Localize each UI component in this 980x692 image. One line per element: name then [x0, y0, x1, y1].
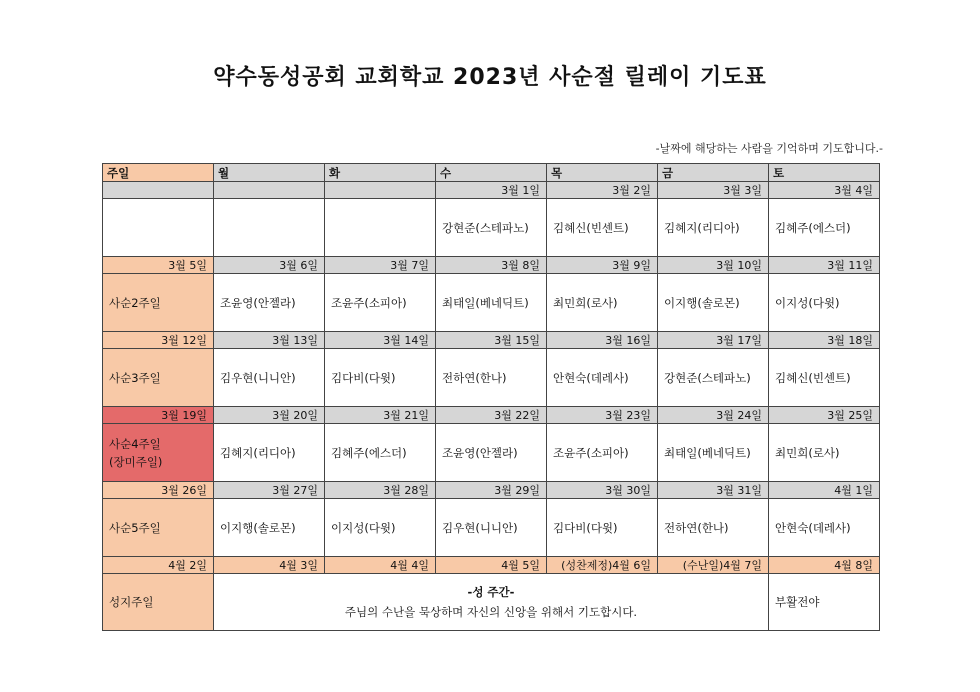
week-label-main: 사순4주일 [109, 436, 161, 451]
name-cell: 강현준(스테파노) [658, 349, 769, 407]
date-cell: 3월 4일 [769, 182, 880, 199]
header-wednesday: 수 [436, 164, 547, 182]
date-cell [325, 182, 436, 199]
holy-week-text: 주님의 수난을 묵상하며 자신의 신앙을 위해서 기도합시다. [344, 605, 638, 619]
date-cell: 3월 15일 [436, 332, 547, 349]
date-cell: (수난일)4월 7일 [658, 557, 769, 574]
name-cell: 최민희(로사) [547, 274, 658, 332]
date-cell: 3월 22일 [436, 407, 547, 424]
date-cell: 3월 25일 [769, 407, 880, 424]
name-cell: 김다비(다윗) [325, 349, 436, 407]
holy-week-note [214, 574, 769, 631]
week-label: 성지주일 [103, 574, 214, 631]
name-cell: 조윤주(소피아) [325, 274, 436, 332]
date-cell: 3월 16일 [547, 332, 658, 349]
date-cell: 3월 2일 [547, 182, 658, 199]
name-cell: 이지성(다윗) [325, 499, 436, 557]
date-cell: 3월 6일 [214, 257, 325, 274]
name-cell: 안현숙(데레사) [547, 349, 658, 407]
date-cell: 3월 13일 [214, 332, 325, 349]
week-label [103, 424, 214, 482]
name-cell: 이지행(솔로몬) [214, 499, 325, 557]
date-cell: 3월 7일 [325, 257, 436, 274]
header-friday: 금 [658, 164, 769, 182]
name-cell: 조윤영(안젤라) [436, 424, 547, 482]
name-cell: 이지행(솔로몬) [658, 274, 769, 332]
name-cell: 전하연(한나) [436, 349, 547, 407]
date-cell: 4월 1일 [769, 482, 880, 499]
header-thursday: 목 [547, 164, 658, 182]
name-cell: 김혜지(리디아) [658, 199, 769, 257]
date-row [103, 482, 880, 499]
name-cell [214, 199, 325, 257]
name-cell: 김혜주(에스더) [325, 424, 436, 482]
name-row [103, 499, 880, 557]
date-cell: 3월 27일 [214, 482, 325, 499]
date-cell [214, 182, 325, 199]
date-cell [103, 182, 214, 199]
name-cell: 김우현(니니안) [214, 349, 325, 407]
date-cell: 3월 24일 [658, 407, 769, 424]
page-title: 약수동성공회 교회학교 2023년 사순절 릴레이 기도표 [213, 65, 767, 90]
date-cell: 3월 5일 [103, 257, 214, 274]
name-cell: 조윤주(소피아) [547, 424, 658, 482]
date-cell: 3월 31일 [658, 482, 769, 499]
name-cell: 조윤영(안젤라) [214, 274, 325, 332]
date-cell: 3월 14일 [325, 332, 436, 349]
name-cell: 전하연(한나) [658, 499, 769, 557]
date-cell: 3월 17일 [658, 332, 769, 349]
name-cell: 김우현(니니안) [436, 499, 547, 557]
date-row [103, 407, 880, 424]
date-cell: 3월 26일 [103, 482, 214, 499]
date-cell: 3월 8일 [436, 257, 547, 274]
name-row [103, 274, 880, 332]
date-cell: 3월 19일 [103, 407, 214, 424]
prayer-schedule-table [102, 163, 880, 631]
name-row [103, 349, 880, 407]
date-cell: 3월 12일 [103, 332, 214, 349]
week-label: 사순2주일 [103, 274, 214, 332]
date-row [103, 182, 880, 199]
date-row [103, 332, 880, 349]
name-cell: 최태일(베네딕트) [436, 274, 547, 332]
date-row [103, 257, 880, 274]
date-cell: 4월 5일 [436, 557, 547, 574]
date-cell: 3월 21일 [325, 407, 436, 424]
date-cell: 3월 1일 [436, 182, 547, 199]
name-cell: 최태일(베네딕트) [658, 424, 769, 482]
date-cell: 3월 3일 [658, 182, 769, 199]
date-cell: (성찬제정)4월 6일 [547, 557, 658, 574]
date-cell: 4월 3일 [214, 557, 325, 574]
name-cell: 최민희(로사) [769, 424, 880, 482]
name-cell: 안현숙(데레사) [769, 499, 880, 557]
date-cell: 3월 11일 [769, 257, 880, 274]
date-cell: 3월 28일 [325, 482, 436, 499]
week-label-sub: (장미주일) [109, 454, 163, 469]
header-monday: 월 [214, 164, 325, 182]
name-row [103, 574, 880, 631]
header-sunday: 주일 [103, 164, 214, 182]
date-cell: 3월 30일 [547, 482, 658, 499]
date-cell: 3월 23일 [547, 407, 658, 424]
week-label: 사순3주일 [103, 349, 214, 407]
name-cell: 김혜주(에스더) [769, 199, 880, 257]
date-cell: 4월 2일 [103, 557, 214, 574]
name-cell: 부활전야 [769, 574, 880, 631]
week-label: 사순5주일 [103, 499, 214, 557]
date-cell: 3월 29일 [436, 482, 547, 499]
name-cell: 김혜지(리디아) [214, 424, 325, 482]
header-saturday: 토 [769, 164, 880, 182]
name-cell: 강현준(스테파노) [436, 199, 547, 257]
name-row [103, 424, 880, 482]
date-cell: 4월 4일 [325, 557, 436, 574]
holy-week-title: -성 주간- [467, 585, 515, 599]
name-cell: 김다비(다윗) [547, 499, 658, 557]
name-cell [325, 199, 436, 257]
date-cell: 4월 8일 [769, 557, 880, 574]
week-label [103, 199, 214, 257]
name-cell: 김혜신(빈센트) [547, 199, 658, 257]
date-cell: 3월 10일 [658, 257, 769, 274]
date-cell: 3월 18일 [769, 332, 880, 349]
page-subtitle: -날짜에 해당하는 사람을 기억하며 기도합니다.- [655, 142, 883, 155]
name-row [103, 199, 880, 257]
date-cell: 3월 20일 [214, 407, 325, 424]
name-cell: 이지성(다윗) [769, 274, 880, 332]
header-row [103, 164, 880, 182]
header-tuesday: 화 [325, 164, 436, 182]
date-cell: 3월 9일 [547, 257, 658, 274]
date-row [103, 557, 880, 574]
name-cell: 김혜신(빈센트) [769, 349, 880, 407]
